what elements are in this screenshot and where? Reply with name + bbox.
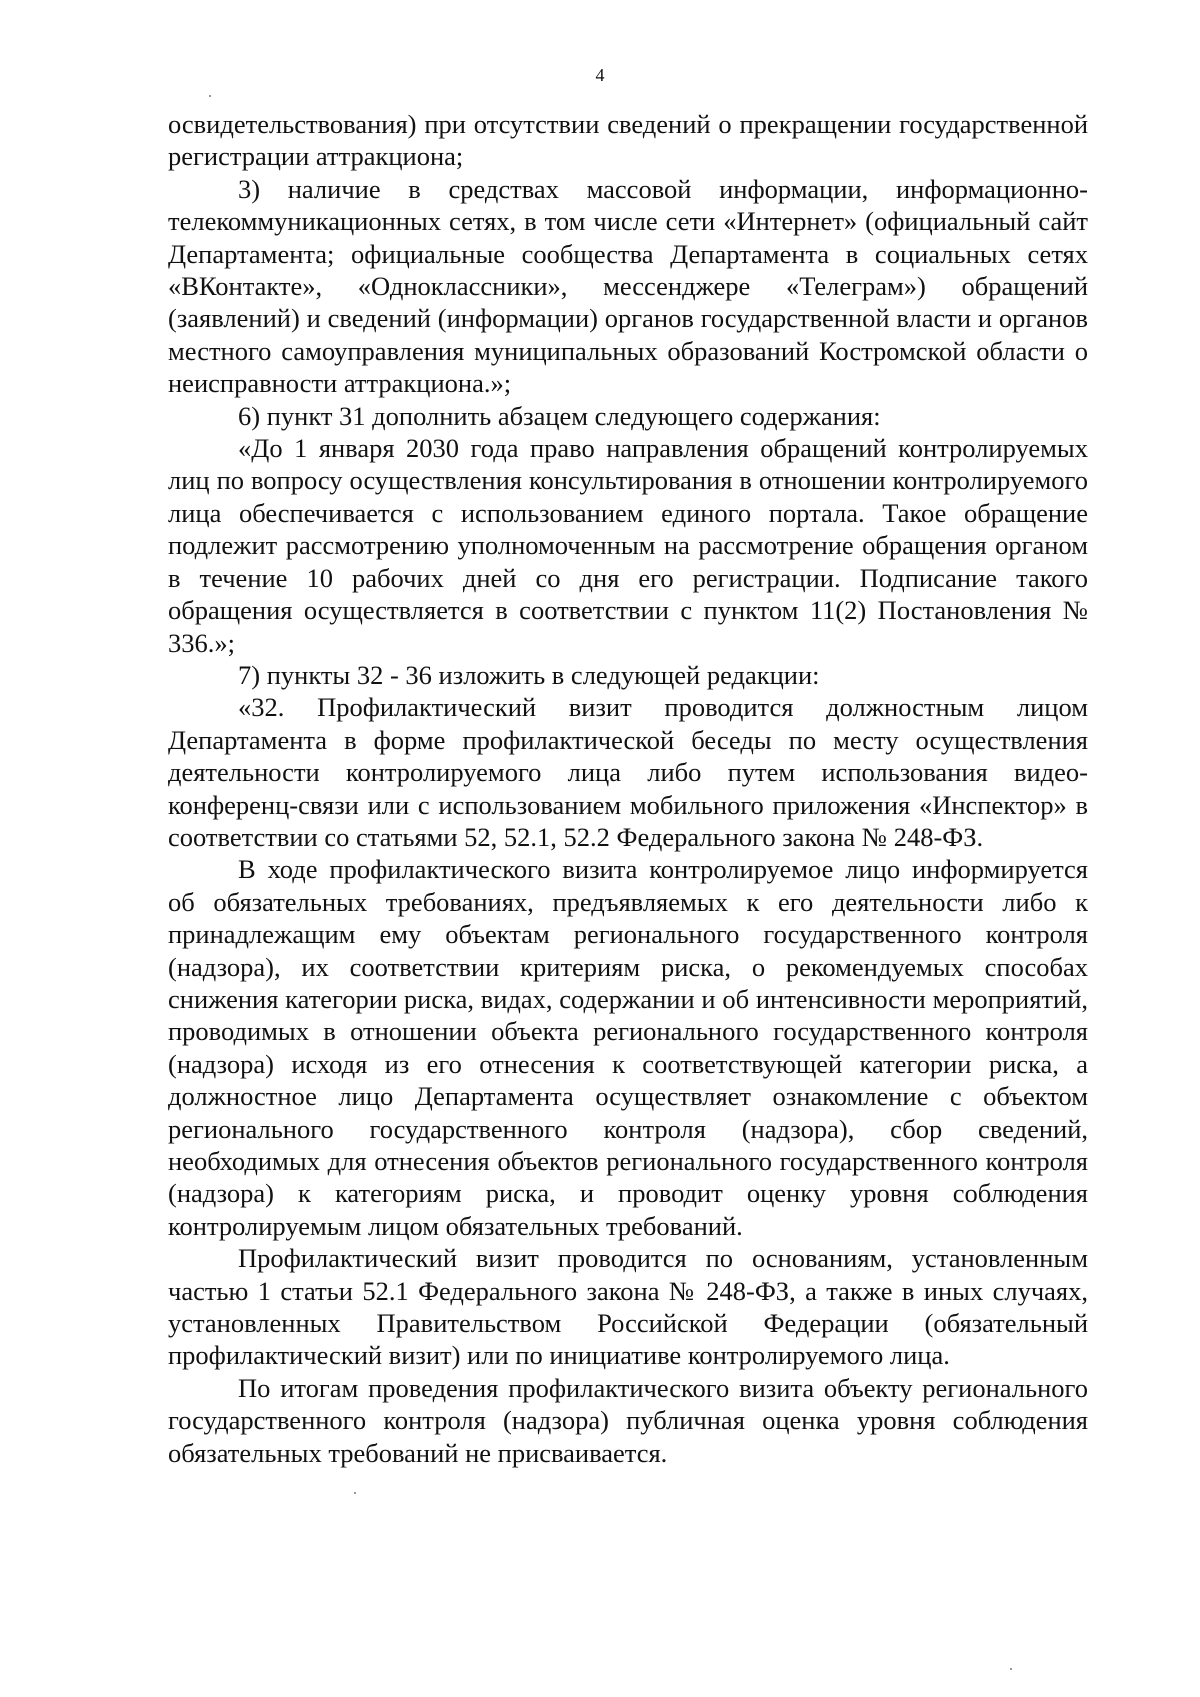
paragraph-visit-grounds: Профилактический визит проводится по основаниям, установленным частью 1 статьи 52.1 Федерального закона № 248-ФЗ, а также в иных случаях, установленных Правительством Российской Федерации (обязательный профилактический визит) или по инициативе контролируемого лица. bbox=[168, 1243, 1088, 1371]
scan-speck bbox=[354, 1492, 356, 1494]
document-body bbox=[168, 108, 1088, 1469]
paragraph-quote-until-2030: «До 1 января 2030 года право направления обращений контролируемых лиц по вопросу осуществления консультирования в отношении контролируемого лица обеспечивается с использованием единого портала. Такое обращение подлежит рассмотрению уполномоченным на рассмотрение обращения органом в течение 10 рабочих дней со дня его регистрации. Подписание такого обращения осуществляется в соответствии с пунктом 11(2) Постановления № 336.»; bbox=[168, 433, 1088, 658]
scan-speck bbox=[1010, 1668, 1012, 1670]
scan-speck bbox=[209, 95, 211, 97]
page-number: 4 bbox=[595, 65, 605, 85]
paragraph-item-6: 6) пункт 31 дополнить абзацем следующего содержания: bbox=[238, 400, 881, 431]
paragraph-item-7: 7) пункты 32 - 36 изложить в следующей редакции: bbox=[238, 659, 820, 690]
paragraph-visit-information: В ходе профилактического визита контролируемое лицо информируется об обязательных требованиях, предъявляемых к его деятельности либо к принадлежащим ему объектам регионального государственного контроля (надзора), их соответствии критериям риска, о рекомендуемых способах снижения категории риска, видах, содержании и об интенсивности мероприятий, проводимых в отношении объекта регионального государственного контроля (надзора) исходя из его отнесения к соответствующей категории риска, а должностное лицо Департамента осуществляет ознакомление с объектом регионального государственного контроля (надзора), сбор сведений, необходимых для отнесения объектов регионального государственного контроля (надзора) к категориям риска, и проводит оценку уровня соблюдения контролируемым лицом обязательных требований. bbox=[168, 854, 1088, 1241]
paragraph-visit-results: По итогам проведения профилактического визита объекту регионального государственного контроля (надзора) публичная оценка уровня соблюдения обязательных требований не присваивается. bbox=[168, 1372, 1088, 1468]
paragraph-continuation: освидетельствования) при отсутствии сведений о прекращении государственной регистрации аттракциона; bbox=[168, 109, 1088, 172]
paragraph-clause-32: «32. Профилактический визит проводится должностным лицом Департамента в форме профилактической беседы по месту осуществления деятельности контролируемого лица либо путем использования видео-конференц-связи или с использованием мобильного приложения «Инспектор» в соответствии со статьями 52, 52.1, 52.2 Федерального закона № 248-ФЗ. bbox=[168, 692, 1088, 852]
paragraph-item-3: 3) наличие в средствах массовой информации, информационно-телекоммуникационных сетях, в том числе сети «Интернет» (официальный сайт Департамента; официальные сообщества Департамента в социальных сетях «ВКонтакте», «Одноклассники», мессенджере «Телеграм») обращений (заявлений) и сведений (информации) органов государственной власти и органов местного самоуправления муниципальных образований Костромской области о неисправности аттракциона.»; bbox=[168, 173, 1088, 399]
